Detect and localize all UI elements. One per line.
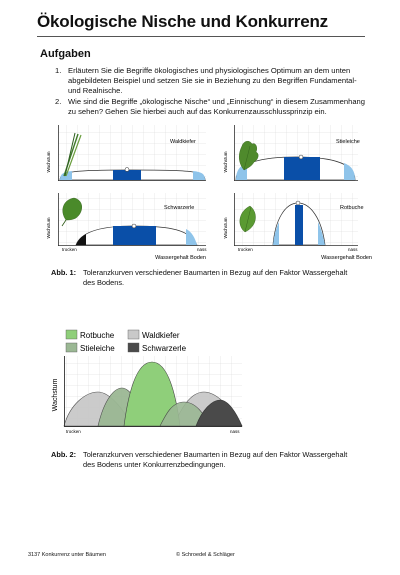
page-title: Ökologische Nische und Konkurrenz — [37, 12, 328, 31]
caption-label: Abb. 1: — [51, 268, 77, 277]
y-axis-label: Wachstum — [52, 378, 59, 412]
caption-text: Toleranzkurven verschiedener Baumarten in Bezug auf den Faktor Wassergehalt des Bodens unter Konkurrenzbedingungen. — [83, 450, 348, 469]
legend-swatch-schwarzerle — [128, 343, 139, 352]
x-left-label: trocken — [238, 247, 253, 252]
legend-label: Stieleiche — [80, 344, 115, 353]
legend-swatch-waldkiefer — [128, 330, 139, 339]
x-left-label: trocken — [66, 429, 81, 434]
panel-label: Stieleiche — [336, 139, 360, 145]
y-axis-label: Wachstum — [223, 217, 228, 239]
y-axis-label: Wachstum — [223, 151, 228, 173]
section-heading: Aufgaben — [40, 48, 91, 60]
panel-label: Rotbuche — [340, 205, 364, 211]
legend-label: Rotbuche — [80, 331, 115, 340]
task-number: 1. — [55, 66, 62, 75]
task-text: Wie sind die Begriffe „ökologische Nische“ und „Einnischung“ in diesem Zusammenhang zu sehen? Gehen Sie hierbei auch auf das Konkurrenzausschlussprinzip ein. — [68, 97, 366, 116]
legend-label: Schwarzerle — [142, 344, 187, 353]
legend-swatch-stieleiche — [66, 343, 77, 352]
x-right-label: nass — [197, 247, 207, 252]
y-axis-label: Wachstum — [46, 217, 51, 239]
x-axis-label: Wassergehalt Boden — [321, 255, 372, 261]
x-right-label: nass — [348, 247, 358, 252]
x-left-label: trocken — [62, 247, 77, 252]
footer-center: © Schroedel & Schläger — [176, 552, 235, 558]
y-axis-label: Wachstum — [46, 151, 51, 173]
footer-left: 3137 Konkurrenz unter Bäumen — [28, 552, 106, 558]
task-text: Erläutern Sie die Begriffe ökologisches und physiologisches Optimum an dem unten abgebildeten Beispiel und setzen Sie sie in Beziehung zu den Begriffen Fundamental- und Realnische. — [68, 66, 357, 95]
panel-label: Schwarzerle — [164, 205, 195, 211]
caption-label: Abb. 2: — [51, 450, 77, 459]
caption-figure-2 — [51, 450, 361, 469]
x-right-label: nass — [230, 429, 240, 434]
legend-label: Waldkiefer — [142, 331, 180, 340]
caption-text: Toleranzkurven verschiedener Baumarten in Bezug auf den Faktor Wassergehalt des Bodens. — [83, 268, 348, 287]
x-axis-label: Wassergehalt Boden — [155, 255, 206, 261]
legend-swatch-rotbuche — [66, 330, 77, 339]
panel-label: Waldkiefer — [170, 139, 196, 145]
legend — [66, 330, 187, 353]
task-number: 2. — [55, 97, 62, 106]
